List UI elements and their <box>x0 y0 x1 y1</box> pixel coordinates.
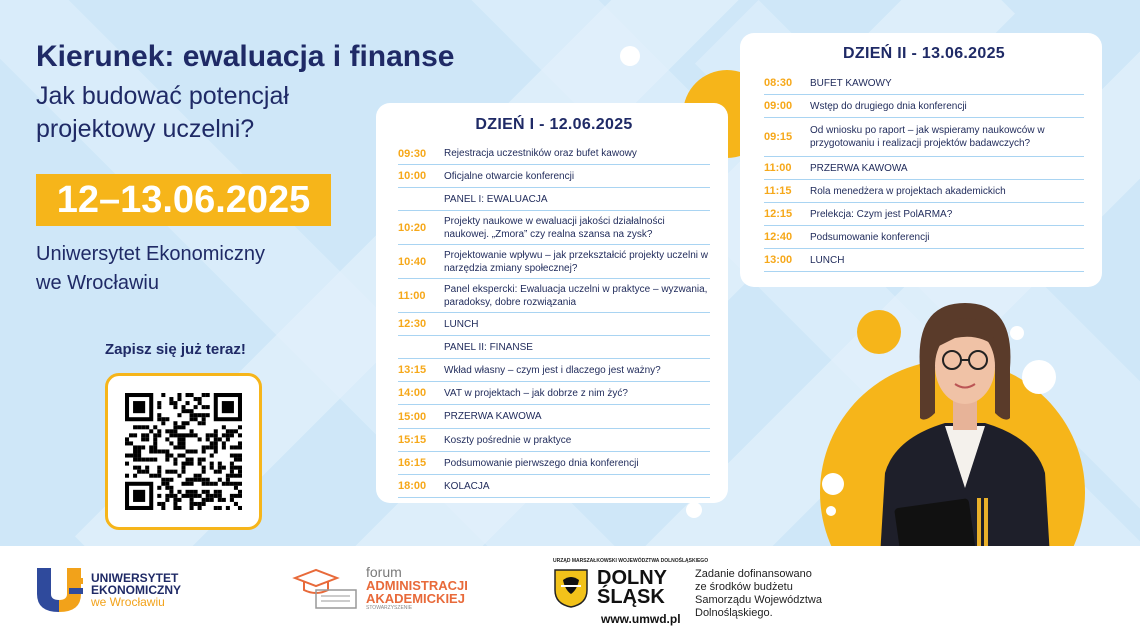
day1-schedule-row <box>398 188 710 211</box>
day1-schedule-row <box>398 143 710 165</box>
day2-schedule-row <box>764 249 1084 272</box>
graduation-cap-icon <box>290 566 360 610</box>
ds-office-name: URZĄD MARSZAŁKOWSKI WOJEWÓDZTWA DOLNOŚLĄSKIEGO <box>553 558 709 564</box>
forum-word: forum <box>366 564 402 580</box>
venue-line-2: we Wrocławiu <box>36 272 159 294</box>
schedule-description: Podsumowanie konferencji <box>810 231 930 243</box>
day2-schedule-card <box>740 33 1102 287</box>
day1-schedule-row <box>398 475 710 498</box>
schedule-time: 15:15 <box>398 434 427 446</box>
schedule-description: PANEL I: EWALUACJA <box>444 193 548 205</box>
day1-schedule-row <box>398 279 710 313</box>
day1-schedule-row <box>398 165 710 188</box>
schedule-time: 12:30 <box>398 318 427 330</box>
day2-schedule-row <box>764 95 1084 118</box>
schedule-description: Wstęp do drugiego dnia konferencji <box>810 100 967 112</box>
day2-schedule-row <box>764 180 1084 203</box>
day2-schedule-row <box>764 226 1084 249</box>
schedule-time: 10:00 <box>398 170 427 182</box>
day2-schedule-row <box>764 157 1084 180</box>
schedule-time: 12:15 <box>764 208 793 220</box>
schedule-description: Od wniosku po raport – jak wspieramy naukowców w przygotowaniu i realizacji projektów badawczych? <box>810 125 1045 149</box>
qr-code-icon <box>125 393 242 510</box>
schedule-description: Podsumowanie pierwszego dnia konferencji <box>444 457 639 469</box>
schedule-description: Rejestracja uczestników oraz bufet kawowy <box>444 148 637 159</box>
date-range-badge: 12–13.06.2025 <box>36 174 331 226</box>
schedule-description: Oficjalne otwarcie konferencji <box>444 170 575 182</box>
schedule-time: 11:00 <box>398 289 426 302</box>
day1-schedule-row <box>398 429 710 452</box>
ue-name-line-2: EKONOMICZNY <box>91 583 181 597</box>
subtitle-line-2: projektowy uczelni? <box>36 115 255 143</box>
subtitle-line-1: Jak budować potencjał <box>36 82 289 110</box>
forum-line-2: ADMINISTRACJI <box>366 578 468 593</box>
venue-name <box>36 240 265 298</box>
registration-qr-code[interactable] <box>105 373 262 530</box>
coat-of-arms-icon <box>553 568 589 608</box>
schedule-time: 08:30 <box>764 77 793 89</box>
day1-schedule-row <box>398 359 710 382</box>
schedule-time: 12:40 <box>764 231 793 243</box>
day1-schedule-row <box>398 313 710 336</box>
day1-schedule-row <box>398 452 710 475</box>
schedule-description: PRZERWA KAWOWA <box>444 411 542 422</box>
schedule-description: Koszty pośrednie w praktyce <box>444 434 572 446</box>
forum-line-3: AKADEMICKIEJ <box>366 591 465 606</box>
schedule-description: Prelekcja: Czym jest PolARMA? <box>810 208 953 220</box>
day1-schedule-list <box>398 143 710 498</box>
schedule-time: 11:15 <box>764 185 792 197</box>
schedule-description: VAT w projektach – jak dobrze z nim żyć? <box>444 387 628 399</box>
schedule-description: BUFET KAWOWY <box>810 77 892 89</box>
conference-track-title: Kierunek: ewaluacja i finanse <box>36 40 455 73</box>
schedule-description: PRZERWA KAWOWA <box>810 162 908 174</box>
schedule-description: LUNCH <box>810 254 845 266</box>
day1-schedule-row <box>398 382 710 405</box>
forum-line-4: STOWARZYSZENIE <box>366 605 413 611</box>
schedule-time: 15:00 <box>398 410 427 423</box>
dolny-slask-logo <box>553 558 708 626</box>
day2-schedule-list <box>764 72 1084 272</box>
forum-logo <box>290 566 468 611</box>
register-cta: Zapisz się już teraz! <box>105 341 246 358</box>
schedule-time: 10:20 <box>398 221 427 234</box>
schedule-description: KOLACJA <box>444 480 490 492</box>
schedule-time: 13:15 <box>398 364 427 376</box>
day1-schedule-row <box>398 405 710 429</box>
day2-schedule-row <box>764 118 1084 157</box>
schedule-time: 09:30 <box>398 147 427 160</box>
day1-schedule-row <box>398 245 710 279</box>
schedule-time: 09:15 <box>764 131 793 143</box>
ue-name-line-1: UNIWERSYTET <box>91 571 179 585</box>
schedule-time: 11:00 <box>764 162 792 174</box>
ue-name-line-3: we Wrocławiu <box>91 595 165 609</box>
ue-logo-icon <box>37 568 83 612</box>
schedule-description: Projektowanie wpływu – jak przekształcić projekty uczelni w narzędzia zmiany społecznej? <box>444 249 708 274</box>
day1-schedule-row <box>398 336 710 359</box>
ue-logo <box>37 568 181 612</box>
funding-line-3: Samorządu Województwa <box>695 594 822 606</box>
schedule-time: 14:00 <box>398 387 427 399</box>
schedule-time: 13:00 <box>764 254 793 266</box>
ds-word-1: DOLNY <box>597 567 667 589</box>
conference-subtitle <box>36 80 289 146</box>
schedule-description: PANEL II: FINANSE <box>444 341 533 353</box>
funding-line-1: Zadanie dofinansowano <box>695 568 812 580</box>
day1-title: DZIEŃ I - 12.06.2025 <box>475 116 633 133</box>
schedule-time: 09:00 <box>764 100 793 112</box>
day2-schedule-row <box>764 72 1084 95</box>
funding-line-4: Dolnośląskiego. <box>695 607 773 619</box>
schedule-description: Rola menedżera w projektach akademickich <box>810 185 1006 197</box>
day1-schedule-row <box>398 211 710 245</box>
venue-line-1: Uniwersytet Ekonomiczny <box>36 243 265 265</box>
schedule-description: Wkład własny – czym jest i dlaczego jest ważny? <box>444 364 661 376</box>
ds-word-2: ŚLĄSK <box>597 586 665 608</box>
schedule-description: LUNCH <box>444 318 479 330</box>
schedule-time: 18:00 <box>398 480 427 492</box>
day2-title: DZIEŃ II - 13.06.2025 <box>843 45 1005 62</box>
schedule-description: Panel ekspercki: Ewaluacja uczelni w praktyce – wyzwania, paradoksy, dobre rozwiązania <box>444 283 708 308</box>
umwd-website-link[interactable]: www.umwd.pl <box>601 612 681 626</box>
footer <box>0 546 1140 641</box>
funding-note <box>695 568 822 620</box>
schedule-time: 10:40 <box>398 255 427 268</box>
day2-schedule-row <box>764 203 1084 226</box>
funding-line-2: ze środków budżetu <box>695 581 793 593</box>
day1-schedule-card <box>376 103 728 503</box>
schedule-description: Projekty naukowe w ewaluacji jakości działalności naukowej. „Zmora” czy realna szansa na zysk? <box>444 215 665 240</box>
schedule-time: 16:15 <box>398 457 427 469</box>
